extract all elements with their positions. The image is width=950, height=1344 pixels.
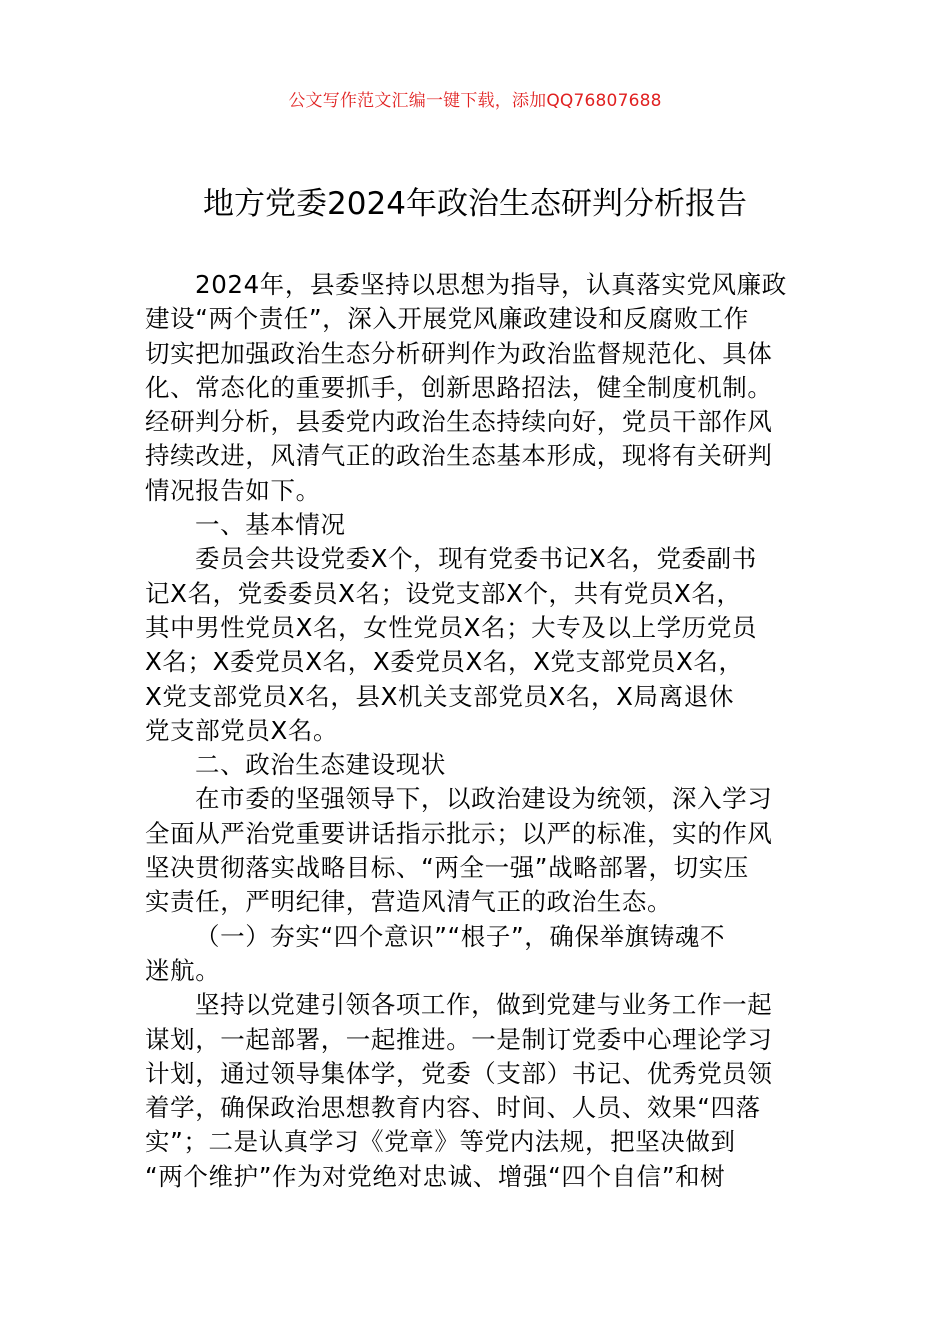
body-line: 其中男性党员X名，女性党员X名；大专及以上学历党员 — [145, 612, 758, 642]
body-line: 全面从严治党重要讲话指示批示；以严的标准，实的作风 — [145, 818, 773, 848]
watermark-banner: 公文写作范文汇编一键下载，添加QQ76807688 — [288, 91, 662, 111]
body-line: 着学，确保政治思想教育内容、时间、人员、效果“四落 — [145, 1093, 761, 1123]
body-line: 坚持以党建引领各项工作，做到党建与业务工作一起 — [195, 990, 773, 1020]
body-line: 谋划，一起部署，一起推进。一是制订党委中心理论学习 — [145, 1024, 773, 1054]
section-heading: 二、政治生态建设现状 — [195, 750, 446, 780]
body-line: 化、常态化的重要抓手，创新思路招法，健全制度机制。 — [145, 372, 773, 402]
document-title: 地方党委2024年政治生态研判分析报告 — [203, 186, 747, 222]
body-line: 持续改进，风清气正的政治生态基本形成，现将有关研判 — [145, 441, 773, 471]
body-line: 坚决贯彻落实战略目标、“两全一强”战略部署，切实压 — [145, 853, 749, 883]
subsection-heading: （一）夯实“四个意识”“根子”，确保举旗铸魂不 — [195, 921, 726, 951]
body-line: 在市委的坚强领导下，以政治建设为统领，深入学习 — [195, 784, 773, 814]
body-line: 情况报告如下。 — [145, 475, 321, 505]
body-line: 计划，通过领导集体学，党委（支部）书记、优秀党员领 — [145, 1058, 773, 1088]
body-line: 委员会共设党委X个，现有党委书记X名，党委副书 — [195, 544, 757, 574]
body-line: 实”；二是认真学习《党章》等党内法规，把坚决做到 — [145, 1127, 736, 1157]
body-line: X党支部党员X名，县X机关支部党员X名，X局离退休 — [145, 681, 734, 711]
section-heading: 一、基本情况 — [195, 510, 346, 540]
body-line: 党支部党员X名。 — [145, 715, 339, 745]
body-line: 记X名，党委委员X名；设党支部X个，共有党员X名， — [145, 578, 742, 608]
body-line: X名；X委党员X名，X委党员X名，X党支部党员X名， — [145, 647, 744, 677]
subsection-heading: 迷航。 — [145, 955, 221, 985]
body-line: 2024年，县委坚持以思想为指导，认真落实党风廉政 — [195, 270, 787, 299]
body-line: “两个维护”作为对党绝对忠诚、增强“四个自信”和树 — [145, 1161, 726, 1191]
body-line: 切实把加强政治生态分析研判作为政治监督规范化、具体 — [145, 338, 773, 368]
body-line: 实责任，严明纪律，营造风清气正的政治生态。 — [145, 887, 673, 917]
document-body — [145, 268, 835, 1194]
body-line: 建设“两个责任”，深入开展党风廉政建设和反腐败工作 — [145, 304, 749, 334]
body-line: 经研判分析，县委党内政治生态持续向好，党员干部作风 — [145, 407, 773, 437]
